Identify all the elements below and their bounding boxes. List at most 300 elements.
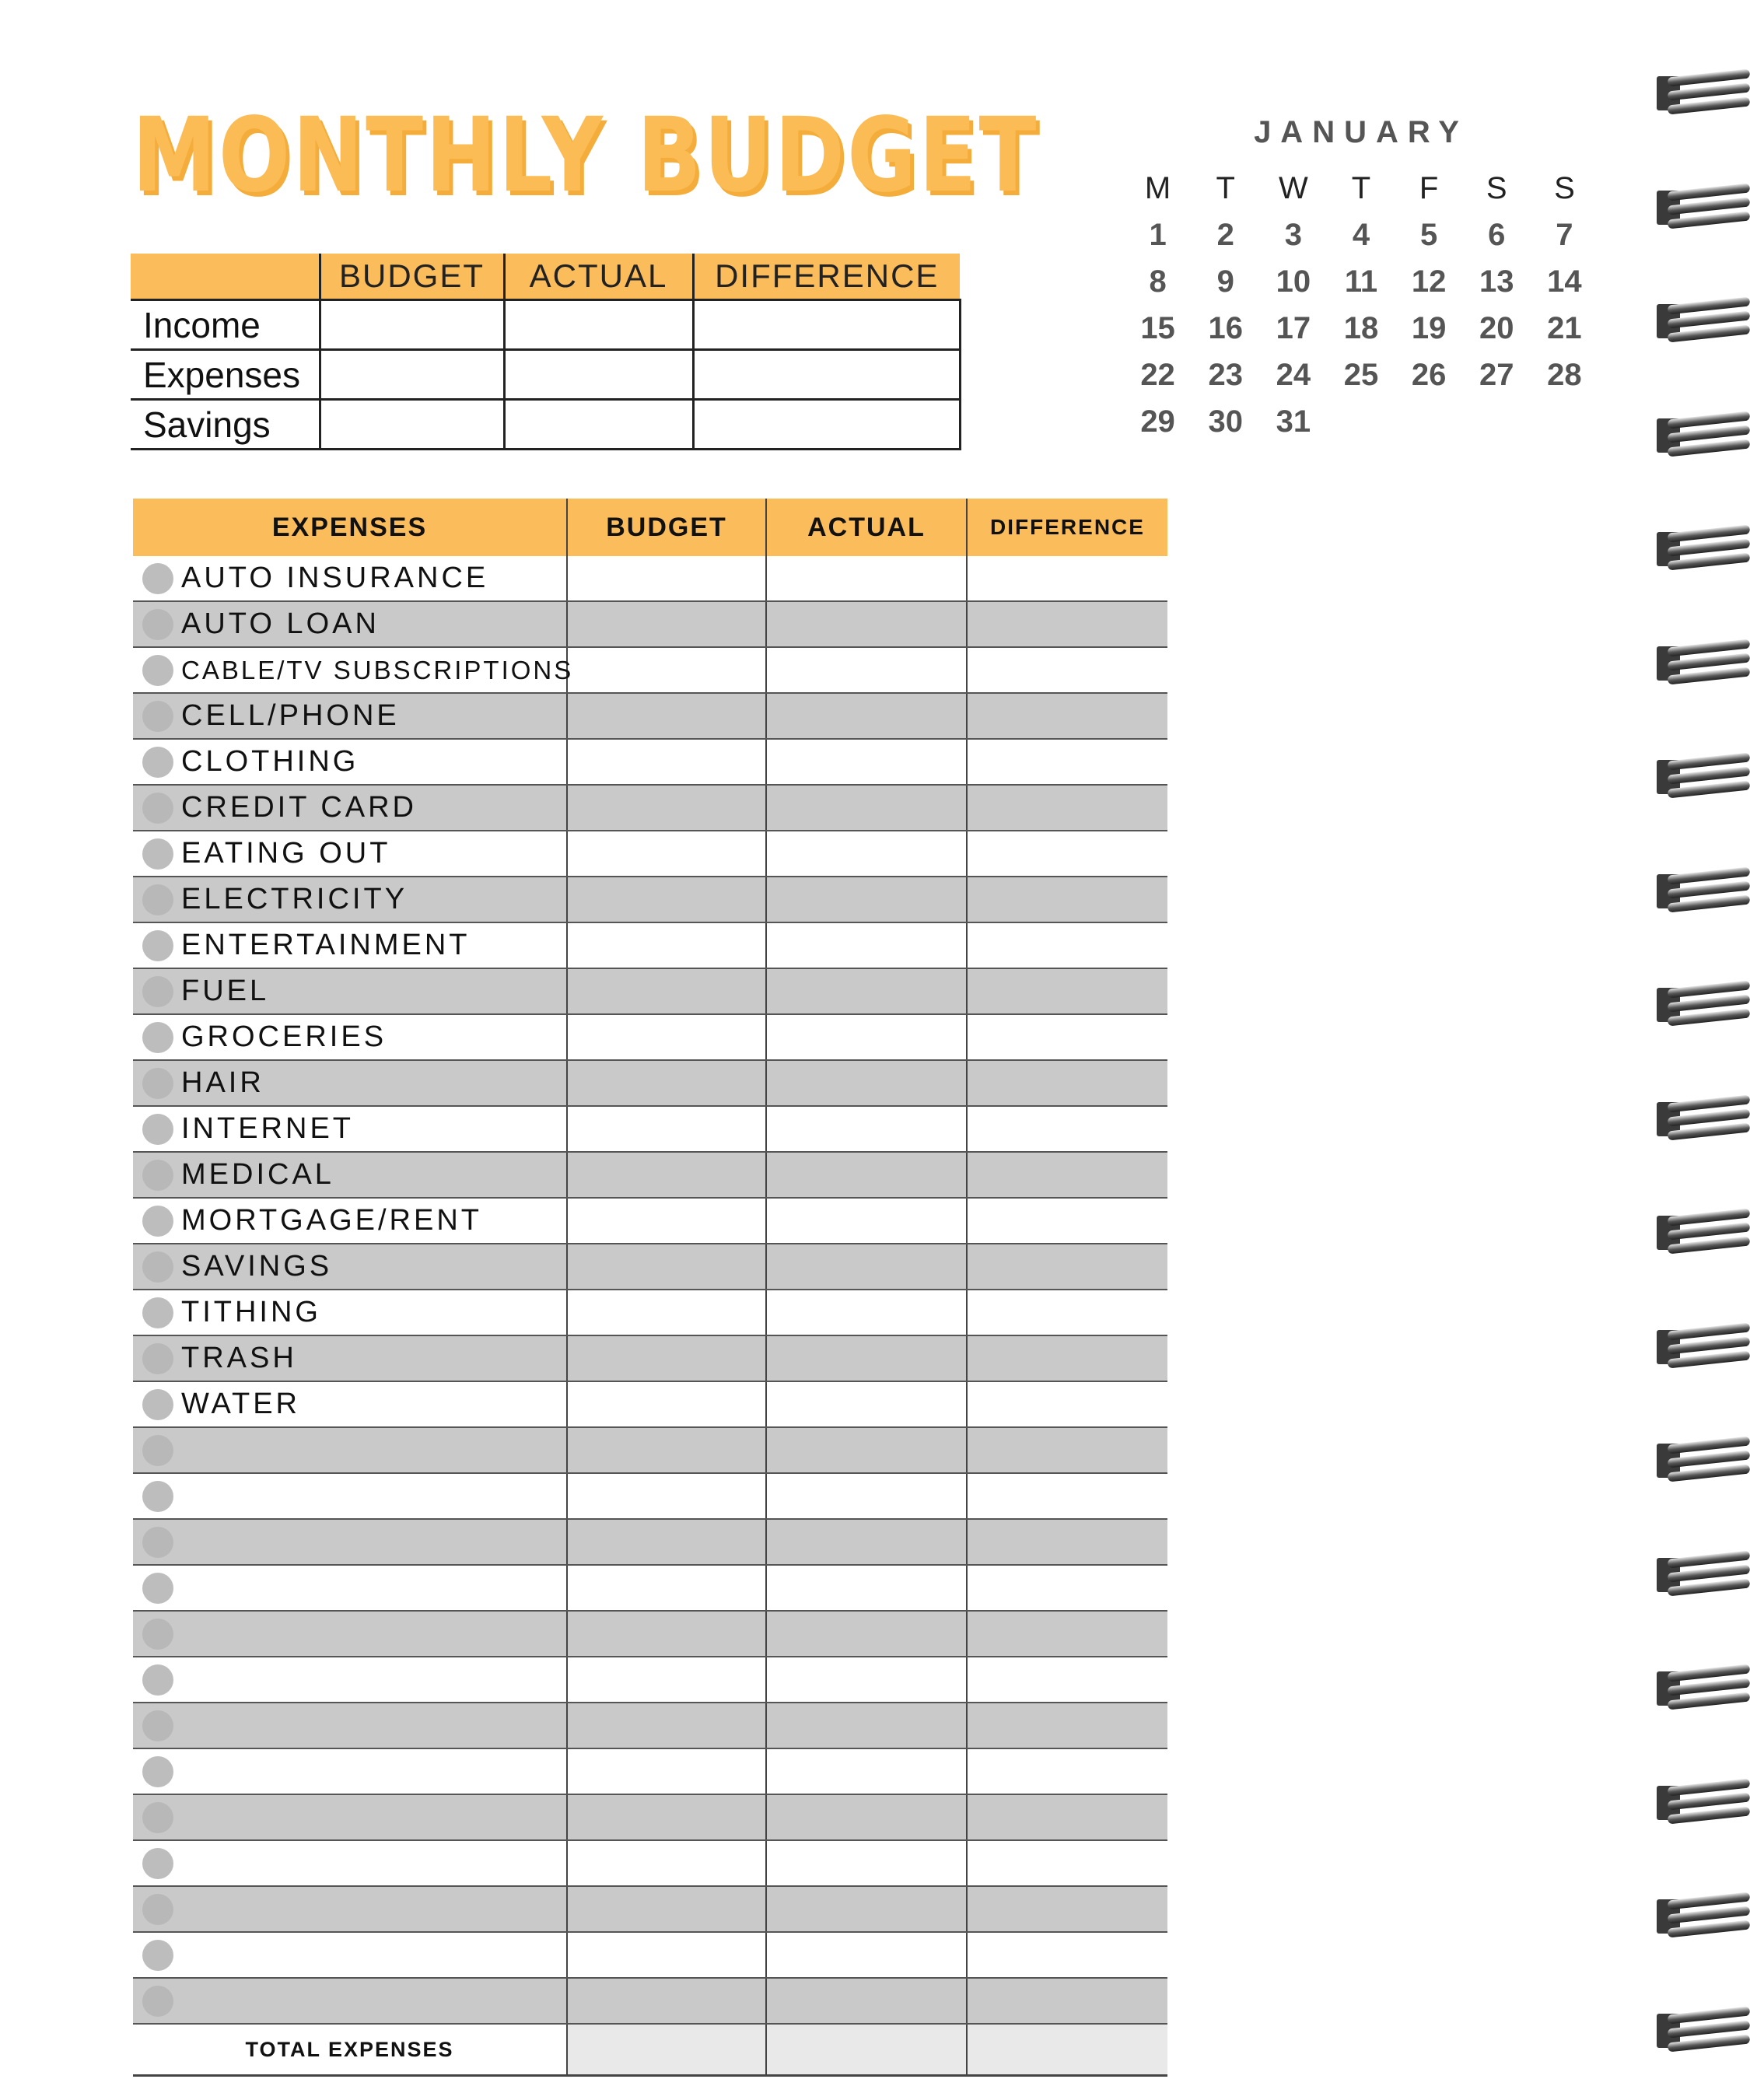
expense-budget-cell[interactable]	[567, 1106, 766, 1152]
expense-item	[133, 1749, 566, 1794]
expense-row	[133, 739, 1167, 785]
expense-actual-cell[interactable]	[766, 1657, 967, 1703]
expense-difference-cell[interactable]	[967, 1381, 1167, 1427]
expense-actual-cell[interactable]	[766, 1381, 967, 1427]
spiral-coil-icon	[1657, 1096, 1750, 1143]
bullet-circle-icon[interactable]	[142, 1068, 173, 1099]
expense-name-cell	[133, 1381, 567, 1427]
expense-difference-cell[interactable]	[967, 1611, 1167, 1657]
expense-row	[133, 1290, 1167, 1335]
expense-budget-cell[interactable]	[567, 1244, 766, 1290]
calendar-grid	[1124, 165, 1598, 445]
summary-row-label: Income	[131, 300, 320, 350]
expense-item	[133, 1290, 566, 1335]
expense-name-cell	[133, 785, 567, 831]
expense-difference-cell[interactable]	[967, 1886, 1167, 1932]
expense-actual-cell[interactable]	[766, 601, 967, 647]
expense-item-label: INTERNET	[181, 1112, 354, 1145]
expense-row	[133, 1427, 1167, 1473]
calendar-day: 12	[1411, 264, 1447, 299]
bullet-circle-icon[interactable]	[142, 884, 173, 915]
expense-name-cell	[133, 1611, 567, 1657]
expense-row	[133, 1932, 1167, 1978]
summary-cell-actual[interactable]	[504, 400, 693, 450]
expense-actual-cell[interactable]	[766, 1014, 967, 1060]
expense-budget-cell[interactable]	[567, 1473, 766, 1519]
bullet-circle-icon[interactable]	[142, 563, 173, 594]
expense-name-cell	[133, 556, 567, 601]
summary-table	[131, 254, 961, 450]
expense-item	[133, 1657, 566, 1702]
summary-row-label: Savings	[131, 400, 320, 450]
expense-difference-cell[interactable]	[967, 1565, 1167, 1611]
calendar-day: 23	[1208, 358, 1243, 392]
calendar-day: 11	[1344, 264, 1378, 299]
expense-difference-cell[interactable]	[967, 922, 1167, 968]
expense-budget-cell[interactable]	[567, 1381, 766, 1427]
expense-actual-cell[interactable]	[766, 647, 967, 693]
expense-budget-cell[interactable]	[567, 647, 766, 693]
expense-budget-cell[interactable]	[567, 1886, 766, 1932]
bullet-circle-icon[interactable]	[142, 701, 173, 732]
expense-row	[133, 785, 1167, 831]
expense-item	[133, 1520, 566, 1564]
expense-actual-cell[interactable]	[766, 1198, 967, 1244]
expense-difference-cell[interactable]	[967, 1427, 1167, 1473]
calendar-month: JANUARY	[1254, 115, 1468, 149]
bullet-circle-icon[interactable]	[142, 1802, 173, 1833]
expense-budget-cell[interactable]	[567, 1840, 766, 1886]
expense-item	[133, 1566, 566, 1610]
expense-actual-cell[interactable]	[766, 1748, 967, 1794]
bullet-circle-icon[interactable]	[142, 1251, 173, 1283]
summary-header-actual: ACTUAL	[504, 254, 693, 300]
bullet-circle-icon[interactable]	[142, 1940, 173, 1971]
expenses-header-expenses: EXPENSES	[133, 499, 567, 556]
expense-item	[133, 740, 566, 784]
expense-difference-cell[interactable]	[967, 1473, 1167, 1519]
expense-actual-cell[interactable]	[766, 1519, 967, 1565]
expense-budget-cell[interactable]	[567, 922, 766, 968]
expense-name-cell	[133, 1198, 567, 1244]
expense-budget-cell[interactable]	[567, 556, 766, 601]
calendar-day: 18	[1343, 311, 1379, 345]
expense-name-cell	[133, 739, 567, 785]
expense-name-cell	[133, 1335, 567, 1381]
bullet-circle-icon[interactable]	[142, 1894, 173, 1925]
expense-budget-cell[interactable]	[567, 1748, 766, 1794]
expense-item-label: CREDIT CARD	[181, 791, 417, 824]
expense-difference-cell[interactable]	[967, 1198, 1167, 1244]
expense-name-cell	[133, 1290, 567, 1335]
expense-name-cell	[133, 1106, 567, 1152]
spiral-coil-icon	[1657, 640, 1750, 687]
expenses-header-actual: ACTUAL	[766, 499, 967, 556]
summary-header-budget: BUDGET	[320, 254, 504, 300]
expense-actual-cell[interactable]	[766, 1611, 967, 1657]
expense-row	[133, 693, 1167, 739]
expense-actual-cell[interactable]	[766, 1932, 967, 1978]
bullet-circle-icon[interactable]	[142, 1343, 173, 1374]
calendar-day: 10	[1276, 264, 1311, 299]
bullet-circle-icon[interactable]	[142, 1756, 173, 1787]
expense-item-label: AUTO INSURANCE	[181, 562, 489, 594]
expense-difference-cell[interactable]	[967, 968, 1167, 1014]
expense-difference-cell[interactable]	[967, 785, 1167, 831]
calendar-day: 30	[1208, 404, 1243, 439]
expense-difference-cell[interactable]	[967, 1152, 1167, 1198]
spiral-coil-icon	[1657, 1437, 1750, 1484]
calendar-day: 16	[1208, 311, 1243, 345]
expense-budget-cell[interactable]	[567, 739, 766, 785]
expense-item	[133, 1979, 566, 2023]
expense-name-cell	[133, 922, 567, 968]
expense-row	[133, 877, 1167, 922]
summary-row-label: Expenses	[131, 350, 320, 400]
expense-difference-cell[interactable]	[967, 1840, 1167, 1886]
calendar-day: 8	[1149, 264, 1167, 299]
expense-actual-cell[interactable]	[766, 785, 967, 831]
expense-budget-cell[interactable]	[567, 831, 766, 877]
expense-difference-cell[interactable]	[967, 1932, 1167, 1978]
calendar-day: 3	[1284, 218, 1302, 252]
expense-name-cell	[133, 831, 567, 877]
expense-difference-cell[interactable]	[967, 1748, 1167, 1794]
expense-difference-cell[interactable]	[967, 1106, 1167, 1152]
spiral-binding	[1657, 0, 1750, 2100]
bullet-circle-icon[interactable]	[142, 1710, 173, 1741]
expense-item	[133, 694, 566, 738]
expense-difference-cell[interactable]	[967, 1519, 1167, 1565]
expense-name-cell	[133, 1886, 567, 1932]
expense-budget-cell[interactable]	[567, 1198, 766, 1244]
summary-cell-actual[interactable]	[504, 300, 693, 350]
expense-item	[133, 1474, 566, 1518]
expense-row	[133, 1060, 1167, 1106]
expense-row	[133, 922, 1167, 968]
calendar-day: 4	[1352, 218, 1370, 252]
expense-row	[133, 968, 1167, 1014]
expense-actual-cell[interactable]	[766, 1794, 967, 1840]
expense-budget-cell[interactable]	[567, 1565, 766, 1611]
expense-name-cell	[133, 601, 567, 647]
expense-name-cell	[133, 877, 567, 922]
expense-item-label: TITHING	[181, 1296, 321, 1328]
expense-row	[133, 1014, 1167, 1060]
expense-budget-cell[interactable]	[567, 968, 766, 1014]
calendar-day: 29	[1140, 404, 1175, 439]
expense-item	[133, 1612, 566, 1656]
expense-budget-cell[interactable]	[567, 1611, 766, 1657]
expense-actual-cell[interactable]	[766, 1886, 967, 1932]
expense-row	[133, 1198, 1167, 1244]
expense-actual-cell[interactable]	[766, 1978, 967, 2024]
summary-cell-budget[interactable]	[320, 350, 504, 400]
expense-name-cell	[133, 1152, 567, 1198]
bullet-circle-icon[interactable]	[142, 976, 173, 1007]
expense-item-label: ENTERTAINMENT	[181, 929, 471, 961]
expenses-body	[133, 556, 1167, 2024]
bullet-circle-icon[interactable]	[142, 1573, 173, 1604]
expense-item-label: GROCERIES	[181, 1020, 387, 1053]
total-budget-cell[interactable]	[567, 2024, 766, 2076]
calendar-day: 21	[1547, 311, 1582, 345]
expense-budget-cell[interactable]	[567, 1152, 766, 1198]
bullet-circle-icon[interactable]	[142, 1986, 173, 2017]
expense-item	[133, 602, 566, 646]
expense-difference-cell[interactable]	[967, 1060, 1167, 1106]
expense-difference-cell[interactable]	[967, 1794, 1167, 1840]
expense-name-cell	[133, 1427, 567, 1473]
spiral-coil-icon	[1657, 1552, 1750, 1598]
expense-name-cell	[133, 1519, 567, 1565]
expense-budget-cell[interactable]	[567, 1335, 766, 1381]
bullet-circle-icon[interactable]	[142, 1619, 173, 1650]
expense-item	[133, 1153, 566, 1197]
expense-item-label: SAVINGS	[181, 1250, 333, 1283]
calendar-day: 25	[1343, 358, 1379, 392]
expense-name-cell	[133, 1794, 567, 1840]
expense-row	[133, 1657, 1167, 1703]
spiral-coil-icon	[1657, 1324, 1750, 1370]
summary-cell-actual[interactable]	[504, 350, 693, 400]
calendar-weekday: S	[1486, 171, 1507, 205]
bullet-circle-icon[interactable]	[142, 1848, 173, 1879]
bullet-circle-icon[interactable]	[142, 655, 173, 686]
mini-calendar	[1124, 109, 1598, 445]
spiral-coil-icon	[1657, 2007, 1750, 2054]
expense-name-cell	[133, 1244, 567, 1290]
expense-actual-cell[interactable]	[766, 922, 967, 968]
expense-name-cell	[133, 1932, 567, 1978]
expense-item-label: TRASH	[181, 1342, 297, 1374]
expense-name-cell	[133, 1014, 567, 1060]
expense-row	[133, 1703, 1167, 1748]
calendar-day: 2	[1216, 218, 1234, 252]
spiral-coil-icon	[1657, 1893, 1750, 1940]
bullet-circle-icon[interactable]	[142, 1206, 173, 1237]
expense-budget-cell[interactable]	[567, 1703, 766, 1748]
expense-difference-cell[interactable]	[967, 1014, 1167, 1060]
expense-name-cell	[133, 1703, 567, 1748]
expense-actual-cell[interactable]	[766, 968, 967, 1014]
calendar-day: 15	[1140, 311, 1175, 345]
calendar-weekday: M	[1144, 171, 1171, 205]
bullet-circle-icon[interactable]	[142, 1435, 173, 1466]
spiral-coil-icon	[1657, 526, 1750, 572]
expense-difference-cell[interactable]	[967, 1657, 1167, 1703]
expense-item-label: ELECTRICITY	[181, 883, 408, 915]
expenses-table	[133, 499, 1167, 2077]
expense-actual-cell[interactable]	[766, 1290, 967, 1335]
expense-difference-cell[interactable]	[967, 1244, 1167, 1290]
calendar-day: 17	[1276, 311, 1311, 345]
bullet-circle-icon[interactable]	[142, 1664, 173, 1696]
expense-item	[133, 923, 566, 968]
summary-cell-budget[interactable]	[320, 400, 504, 450]
expense-item-label: MEDICAL	[181, 1158, 334, 1191]
expense-actual-cell[interactable]	[766, 1244, 967, 1290]
expense-budget-cell[interactable]	[567, 1657, 766, 1703]
spiral-coil-icon	[1657, 982, 1750, 1028]
expense-row	[133, 1519, 1167, 1565]
expense-budget-cell[interactable]	[567, 1427, 766, 1473]
expense-difference-cell[interactable]	[967, 556, 1167, 601]
bullet-circle-icon[interactable]	[142, 1389, 173, 1420]
expense-budget-cell[interactable]	[567, 1519, 766, 1565]
expense-name-cell	[133, 1657, 567, 1703]
expense-item	[133, 1244, 566, 1289]
calendar-day: 7	[1556, 218, 1573, 252]
bullet-circle-icon[interactable]	[142, 838, 173, 870]
expense-row	[133, 1381, 1167, 1427]
expense-item	[133, 1382, 566, 1426]
expense-budget-cell[interactable]	[567, 693, 766, 739]
expense-budget-cell[interactable]	[567, 1794, 766, 1840]
total-difference-cell[interactable]	[967, 2024, 1167, 2076]
expense-actual-cell[interactable]	[766, 1335, 967, 1381]
bullet-circle-icon[interactable]	[142, 1114, 173, 1145]
expense-row	[133, 1106, 1167, 1152]
expense-item	[133, 648, 574, 692]
total-expenses-label-cell	[133, 2024, 567, 2076]
expense-difference-cell[interactable]	[967, 647, 1167, 693]
page-title: MONTHLY BUDGET	[132, 96, 1039, 215]
expense-budget-cell[interactable]	[567, 785, 766, 831]
expense-difference-cell[interactable]	[967, 693, 1167, 739]
expense-actual-cell[interactable]	[766, 1703, 967, 1748]
summary-cell-difference[interactable]	[693, 350, 960, 400]
spiral-coil-icon	[1657, 184, 1750, 231]
summary-row-expenses	[131, 350, 960, 400]
calendar-weekday: F	[1419, 171, 1439, 205]
summary-cell-difference[interactable]	[693, 400, 960, 450]
bullet-circle-icon[interactable]	[142, 1527, 173, 1558]
spiral-coil-icon	[1657, 298, 1750, 345]
calendar-weekday: T	[1351, 171, 1371, 205]
expense-actual-cell[interactable]	[766, 877, 967, 922]
expense-budget-cell[interactable]	[567, 877, 766, 922]
calendar-day: 26	[1411, 358, 1447, 392]
expense-actual-cell[interactable]	[766, 693, 967, 739]
expense-item	[133, 1336, 566, 1381]
expense-item	[133, 786, 566, 830]
summary-row-savings	[131, 400, 960, 450]
expense-row	[133, 1840, 1167, 1886]
expense-budget-cell[interactable]	[567, 601, 766, 647]
expense-item-label: HAIR	[181, 1066, 264, 1099]
expense-actual-cell[interactable]	[766, 831, 967, 877]
calendar-day: 22	[1140, 358, 1175, 392]
expense-difference-cell[interactable]	[967, 1978, 1167, 2024]
spiral-coil-icon	[1657, 868, 1750, 915]
expense-actual-cell[interactable]	[766, 556, 967, 601]
expense-difference-cell[interactable]	[967, 1335, 1167, 1381]
calendar-day: 20	[1479, 311, 1514, 345]
expense-budget-cell[interactable]	[567, 1932, 766, 1978]
spiral-coil-icon	[1657, 754, 1750, 800]
spiral-coil-icon	[1657, 412, 1750, 459]
summary-cell-budget[interactable]	[320, 300, 504, 350]
expense-actual-cell[interactable]	[766, 1152, 967, 1198]
bullet-circle-icon[interactable]	[142, 609, 173, 640]
expense-name-cell	[133, 1473, 567, 1519]
expense-row	[133, 1152, 1167, 1198]
expense-actual-cell[interactable]	[766, 1106, 967, 1152]
expense-name-cell	[133, 1060, 567, 1106]
total-actual-cell[interactable]	[766, 2024, 967, 2076]
expense-name-cell	[133, 1748, 567, 1794]
expense-item	[133, 1428, 566, 1472]
summary-cell-difference[interactable]	[693, 300, 960, 350]
expense-name-cell	[133, 1978, 567, 2024]
calendar-weekday: T	[1216, 171, 1235, 205]
summary-row-income	[131, 300, 960, 350]
bullet-circle-icon[interactable]	[142, 1160, 173, 1191]
expense-difference-cell[interactable]	[967, 877, 1167, 922]
expense-item	[133, 1703, 566, 1748]
calendar-day: 14	[1547, 264, 1582, 299]
bullet-circle-icon[interactable]	[142, 793, 173, 824]
expense-item-label: AUTO LOAN	[181, 607, 380, 640]
expense-item	[133, 1841, 566, 1885]
expense-actual-cell[interactable]	[766, 1840, 967, 1886]
expense-actual-cell[interactable]	[766, 1473, 967, 1519]
calendar-weekday: W	[1278, 171, 1308, 205]
expense-item	[133, 1933, 566, 1977]
expense-row	[133, 601, 1167, 647]
expense-difference-cell[interactable]	[967, 831, 1167, 877]
calendar-day: 5	[1420, 218, 1438, 252]
bullet-circle-icon[interactable]	[142, 747, 173, 778]
expense-budget-cell[interactable]	[567, 1290, 766, 1335]
expense-name-cell	[133, 968, 567, 1014]
expense-actual-cell[interactable]	[766, 1565, 967, 1611]
expense-row	[133, 1611, 1167, 1657]
spiral-coil-icon	[1657, 1780, 1750, 1826]
bullet-circle-icon[interactable]	[142, 930, 173, 961]
expense-item	[133, 1015, 566, 1059]
expense-budget-cell[interactable]	[567, 1978, 766, 2024]
expense-item-label: EATING OUT	[181, 837, 391, 870]
expense-item	[133, 1887, 566, 1931]
bullet-circle-icon[interactable]	[142, 1481, 173, 1512]
bullet-circle-icon[interactable]	[142, 1022, 173, 1053]
expense-budget-cell[interactable]	[567, 1060, 766, 1106]
expense-difference-cell[interactable]	[967, 1290, 1167, 1335]
expense-difference-cell[interactable]	[967, 739, 1167, 785]
expense-actual-cell[interactable]	[766, 739, 967, 785]
expense-actual-cell[interactable]	[766, 1427, 967, 1473]
expense-item	[133, 556, 566, 600]
expense-actual-cell[interactable]	[766, 1060, 967, 1106]
summary-header-blank	[131, 254, 320, 300]
expense-row	[133, 1565, 1167, 1611]
expense-difference-cell[interactable]	[967, 1703, 1167, 1748]
spiral-coil-icon	[1657, 1209, 1750, 1256]
expense-item-label: CELL/PHONE	[181, 699, 400, 732]
bullet-circle-icon[interactable]	[142, 1297, 173, 1328]
expense-item	[133, 831, 566, 876]
expense-row	[133, 1978, 1167, 2024]
expense-item	[133, 1107, 566, 1151]
calendar-weekday: S	[1554, 171, 1575, 205]
expense-difference-cell[interactable]	[967, 601, 1167, 647]
expense-item-label: CABLE/TV SUBSCRIPTIONS	[181, 655, 574, 684]
calendar-day: 9	[1216, 264, 1234, 299]
expense-budget-cell[interactable]	[567, 1014, 766, 1060]
calendar-day: 1	[1149, 218, 1167, 252]
